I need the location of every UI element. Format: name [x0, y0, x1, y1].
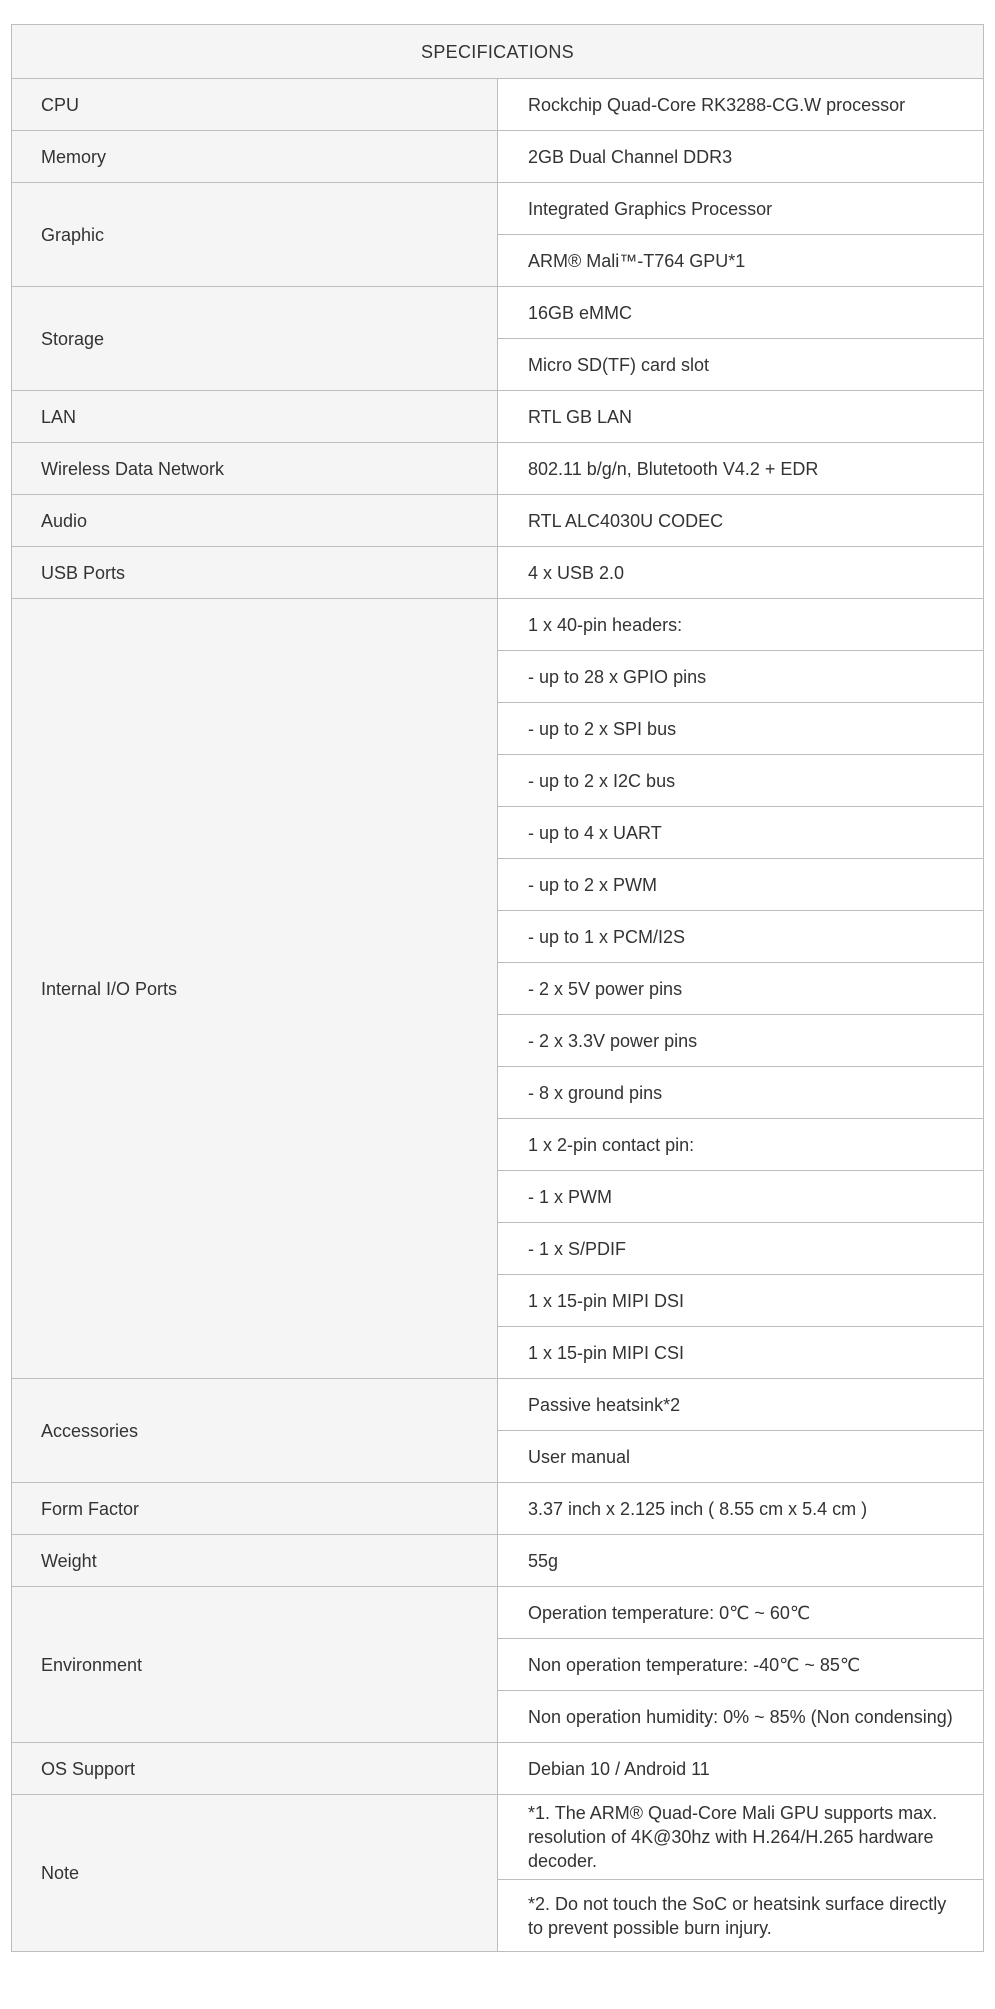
spec-label-storage: Storage [12, 287, 498, 391]
spec-value-lan: RTL GB LAN [498, 391, 984, 443]
spec-row-audio [12, 495, 984, 547]
spec-label-accessories: Accessories [12, 1379, 498, 1483]
spec-value-weight: 55g [498, 1535, 984, 1587]
title-row [12, 25, 984, 79]
spec-value-internal-i-o-ports: - up to 2 x PWM [498, 859, 984, 911]
spec-value-internal-i-o-ports: - up to 4 x UART [498, 807, 984, 859]
spec-value-cpu: Rockchip Quad-Core RK3288-CG.W processor [498, 79, 984, 131]
spec-value-form-factor: 3.37 inch x 2.125 inch ( 8.55 cm x 5.4 cm ) [498, 1483, 984, 1535]
spec-value-storage: Micro SD(TF) card slot [498, 339, 984, 391]
spec-row-usb-ports [12, 547, 984, 599]
spec-value-internal-i-o-ports: - up to 2 x SPI bus [498, 703, 984, 755]
spec-row-memory [12, 131, 984, 183]
spec-value-note: *2. Do not touch the SoC or heatsink surface directly to prevent possible burn injury. [498, 1880, 984, 1952]
spec-row-accessories [12, 1379, 984, 1431]
spec-value-accessories: User manual [498, 1431, 984, 1483]
spec-value-memory: 2GB Dual Channel DDR3 [498, 131, 984, 183]
spec-value-audio: RTL ALC4030U CODEC [498, 495, 984, 547]
spec-value-internal-i-o-ports: - 2 x 5V power pins [498, 963, 984, 1015]
spec-row-lan [12, 391, 984, 443]
spec-label-audio: Audio [12, 495, 498, 547]
spec-value-environment: Operation temperature: 0℃ ~ 60℃ [498, 1587, 984, 1639]
spec-value-environment: Non operation temperature: -40℃ ~ 85℃ [498, 1639, 984, 1691]
spec-label-internal-i-o-ports: Internal I/O Ports [12, 599, 498, 1379]
spec-row-note [12, 1795, 984, 1880]
spec-label-memory: Memory [12, 131, 498, 183]
spec-label-cpu: CPU [12, 79, 498, 131]
spec-row-storage [12, 287, 984, 339]
spec-value-internal-i-o-ports: - 2 x 3.3V power pins [498, 1015, 984, 1067]
spec-row-graphic [12, 183, 984, 235]
spec-value-internal-i-o-ports: - up to 2 x I2C bus [498, 755, 984, 807]
spec-row-wireless-data-network [12, 443, 984, 495]
spec-value-internal-i-o-ports: - 1 x PWM [498, 1171, 984, 1223]
spec-label-graphic: Graphic [12, 183, 498, 287]
spec-value-internal-i-o-ports: - 8 x ground pins [498, 1067, 984, 1119]
specifications-table [11, 24, 984, 1952]
spec-label-lan: LAN [12, 391, 498, 443]
spec-value-internal-i-o-ports: - 1 x S/PDIF [498, 1223, 984, 1275]
spec-row-environment [12, 1587, 984, 1639]
spec-label-note: Note [12, 1795, 498, 1952]
spec-value-internal-i-o-ports: 1 x 15-pin MIPI CSI [498, 1327, 984, 1379]
spec-label-form-factor: Form Factor [12, 1483, 498, 1535]
spec-row-internal-i-o-ports [12, 599, 984, 651]
spec-value-internal-i-o-ports: 1 x 2-pin contact pin: [498, 1119, 984, 1171]
spec-value-environment: Non operation humidity: 0% ~ 85% (Non condensing) [498, 1691, 984, 1743]
spec-label-weight: Weight [12, 1535, 498, 1587]
spec-label-environment: Environment [12, 1587, 498, 1743]
spec-row-weight [12, 1535, 984, 1587]
spec-row-os-support [12, 1743, 984, 1795]
spec-value-internal-i-o-ports: 1 x 15-pin MIPI DSI [498, 1275, 984, 1327]
spec-label-usb-ports: USB Ports [12, 547, 498, 599]
spec-row-cpu [12, 79, 984, 131]
spec-value-accessories: Passive heatsink*2 [498, 1379, 984, 1431]
spec-value-note: *1. The ARM® Quad-Core Mali GPU supports max. resolution of 4K@30hz with H.264/H.265 hardware decoder. [498, 1795, 984, 1880]
spec-value-storage: 16GB eMMC [498, 287, 984, 339]
spec-body [12, 79, 984, 1952]
spec-value-graphic: Integrated Graphics Processor [498, 183, 984, 235]
spec-value-graphic: ARM® Mali™-T764 GPU*1 [498, 235, 984, 287]
spec-label-wireless-data-network: Wireless Data Network [12, 443, 498, 495]
spec-row-form-factor [12, 1483, 984, 1535]
spec-value-internal-i-o-ports: 1 x 40-pin headers: [498, 599, 984, 651]
spec-value-internal-i-o-ports: - up to 28 x GPIO pins [498, 651, 984, 703]
table-title: SPECIFICATIONS [12, 25, 984, 79]
specifications-table-container [11, 24, 984, 1952]
spec-value-usb-ports: 4 x USB 2.0 [498, 547, 984, 599]
spec-value-internal-i-o-ports: - up to 1 x PCM/I2S [498, 911, 984, 963]
spec-label-os-support: OS Support [12, 1743, 498, 1795]
spec-value-wireless-data-network: 802.11 b/g/n, Blutetooth V4.2 + EDR [498, 443, 984, 495]
spec-value-os-support: Debian 10 / Android 11 [498, 1743, 984, 1795]
